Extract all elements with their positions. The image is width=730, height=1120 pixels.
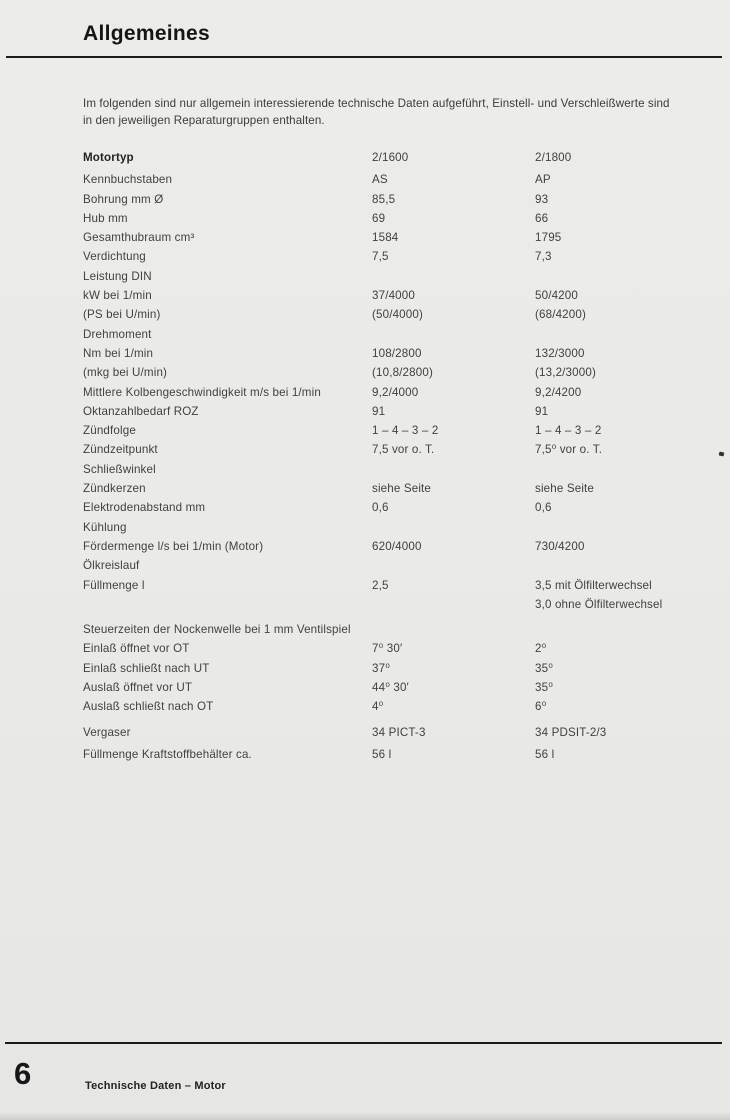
- row-value-1600: [372, 556, 535, 575]
- footer-divider: [5, 1042, 722, 1044]
- table-row: [83, 209, 713, 228]
- table-row: [83, 576, 713, 615]
- row-value-1600: 7,5: [372, 250, 389, 264]
- row-value-1800: 35⁰: [535, 661, 553, 675]
- scan-bottom-shadow: [0, 1112, 730, 1120]
- row-value-1600: 34 PICT-3: [372, 725, 426, 739]
- row-value-1800: [535, 325, 713, 344]
- row-label: (PS bei U/min): [83, 308, 161, 322]
- row-value-1600: 1 – 4 – 3 – 2: [372, 424, 439, 438]
- row-label: Mittlere Kolbengeschwindigkeit m/s bei 1/min: [83, 385, 321, 399]
- page-title: Allgemeines: [83, 22, 211, 45]
- table-row: [83, 170, 713, 189]
- row-value-1800: (13,2/3000): [535, 366, 596, 380]
- table-row: [83, 460, 713, 479]
- row-label: Zündkerzen: [83, 482, 146, 496]
- table-row: [83, 678, 713, 697]
- row-value-1800: 7,3: [535, 250, 552, 264]
- row-label: Bohrung mm Ø: [83, 192, 164, 206]
- row-value-1800: [535, 620, 713, 639]
- table-row: [83, 745, 713, 764]
- table-row: [83, 305, 713, 324]
- table-row: [83, 344, 713, 363]
- table-row: [83, 363, 713, 382]
- row-value-1800: 2/1800: [535, 151, 572, 164]
- row-value-1600: [372, 518, 535, 537]
- row-value-1600: 620/4000: [372, 539, 422, 553]
- table-row: [83, 228, 713, 247]
- row-value-1800: [535, 518, 713, 537]
- intro-line: Im folgenden sind nur allgemein interessierende technische Daten aufgeführt, Einstell- und Verschleißwerte sind: [83, 97, 670, 110]
- row-label: Nm bei 1/min: [83, 346, 154, 360]
- row-label: Hub mm: [83, 211, 128, 225]
- row-label: Elektrodenabstand mm: [83, 501, 206, 515]
- row-value-1800: 1795: [535, 231, 562, 245]
- table-row: [83, 659, 713, 678]
- row-label: Steuerzeiten der Nockenwelle bei 1 mm Ventilspiel: [83, 623, 351, 637]
- row-value-1800: 91: [535, 404, 549, 418]
- row-label: Auslaß öffnet vor UT: [83, 681, 193, 695]
- row-value-1600: 44⁰ 30′: [372, 681, 409, 695]
- row-value-1600: (10,8/2800): [372, 366, 433, 380]
- row-value-1600: 9,2/4000: [372, 385, 419, 399]
- row-label: (mkg bei U/min): [83, 366, 168, 380]
- row-label: Zündzeitpunkt: [83, 443, 158, 457]
- scan-artifact-speck: [719, 452, 725, 457]
- row-label: Oktanzahlbedarf ROZ: [83, 404, 199, 418]
- row-value-1600: [372, 460, 535, 479]
- row-value-1800: 6⁰: [535, 700, 547, 714]
- row-value-1600: 108/2800: [372, 346, 422, 360]
- row-value-1600: 4⁰: [372, 700, 384, 714]
- row-label: Motortyp: [83, 151, 134, 164]
- table-row: [83, 383, 713, 402]
- row-value-1800: 3,5 mit Ölfilterwechsel 3,0 ohne Ölfilterwechsel: [535, 578, 663, 611]
- table-row: [83, 267, 713, 286]
- row-label: Vergaser: [83, 725, 131, 739]
- table-row: [83, 286, 713, 305]
- row-value-1800: 0,6: [535, 501, 552, 515]
- intro-paragraph: [83, 95, 703, 129]
- row-value-1800: 9,2/4200: [535, 385, 582, 399]
- row-value-1800: [535, 460, 713, 479]
- row-value-1800: 2⁰: [535, 642, 547, 656]
- table-row: [83, 498, 713, 517]
- row-value-1800: [535, 556, 713, 575]
- row-value-1600: 2,5: [372, 578, 389, 592]
- row-value-1800: (68/4200): [535, 308, 586, 322]
- page-number: 6: [14, 1056, 32, 1091]
- row-value-1800: 56 l: [535, 747, 555, 761]
- footer-caption: Technische Daten – Motor: [85, 1080, 226, 1092]
- row-label: Kennbuchstaben: [83, 173, 173, 187]
- row-label: Ölkreislauf: [83, 559, 140, 573]
- row-label: Füllmenge Kraftstoffbehälter ca.: [83, 747, 252, 761]
- row-value-1600: [372, 325, 535, 344]
- row-value-1600: siehe Seite: [372, 482, 432, 496]
- row-value-1600: AS: [372, 173, 388, 187]
- row-value-1600: [372, 267, 535, 286]
- row-label: kW bei 1/min: [83, 289, 152, 303]
- row-value-1800: 50/4200: [535, 289, 578, 303]
- table-row: [83, 723, 713, 742]
- table-row: [83, 190, 713, 209]
- table-row: [83, 556, 713, 575]
- intro-line: in den jeweiligen Reparaturgruppen enthalten.: [83, 114, 325, 127]
- table-row: [83, 440, 713, 459]
- row-label: Drehmoment: [83, 327, 152, 341]
- row-value-1800: 34 PDSIT-2/3: [535, 725, 607, 739]
- table-row: [83, 325, 713, 344]
- row-value-1600: 2/1600: [372, 151, 409, 164]
- table-row: [83, 620, 713, 639]
- row-value-1800: [535, 267, 713, 286]
- row-value-1600: 91: [372, 404, 386, 418]
- table-row: [83, 148, 713, 167]
- row-value-1600: 69: [372, 211, 386, 225]
- row-value-1800: 35⁰: [535, 681, 553, 695]
- row-label: Füllmenge l: [83, 578, 145, 592]
- row-label: Gesamthubraum cm³: [83, 231, 195, 245]
- row-label: Kühlung: [83, 520, 127, 534]
- row-value-1800: 1 – 4 – 3 – 2: [535, 424, 602, 438]
- row-value-1800: AP: [535, 173, 551, 187]
- row-value-1600: 7⁰ 30′: [372, 642, 403, 656]
- table-row: [83, 421, 713, 440]
- row-value-1800: 66: [535, 211, 549, 225]
- row-label: Zündfolge: [83, 424, 136, 438]
- row-value-1600: [372, 620, 535, 639]
- row-value-1600: 37⁰: [372, 661, 390, 675]
- table-row: [83, 639, 713, 658]
- row-label: Leistung DIN: [83, 269, 152, 283]
- row-value-1600: 56 l: [372, 747, 392, 761]
- table-row: [83, 697, 713, 716]
- table-row: [83, 402, 713, 421]
- table-row: [83, 247, 713, 266]
- row-label: Einlaß schließt nach UT: [83, 661, 210, 675]
- row-value-1800: 132/3000: [535, 346, 585, 360]
- row-value-1600: 0,6: [372, 501, 389, 515]
- row-value-1600: 7,5 vor o. T.: [372, 443, 435, 457]
- row-label: Schließwinkel: [83, 462, 156, 476]
- row-value-1800: 93: [535, 192, 549, 206]
- row-value-1800: 730/4200: [535, 539, 585, 553]
- table-row: [83, 518, 713, 537]
- title-divider: [6, 56, 722, 58]
- row-label: Fördermenge l/s bei 1/min (Motor): [83, 539, 264, 553]
- table-row: [83, 537, 713, 556]
- row-label: Verdichtung: [83, 250, 146, 264]
- row-value-1600: (50/4000): [372, 308, 423, 322]
- row-value-1800: siehe Seite: [535, 482, 595, 496]
- row-label: Auslaß schließt nach OT: [83, 700, 214, 714]
- row-value-1600: 85,5: [372, 192, 396, 206]
- spec-table: [83, 148, 713, 764]
- row-value-1800: 7,5⁰ vor o. T.: [535, 443, 603, 457]
- row-label: Einlaß öffnet vor OT: [83, 642, 190, 656]
- row-value-1600: 1584: [372, 231, 399, 245]
- row-value-1600: 37/4000: [372, 289, 415, 303]
- table-row: [83, 479, 713, 498]
